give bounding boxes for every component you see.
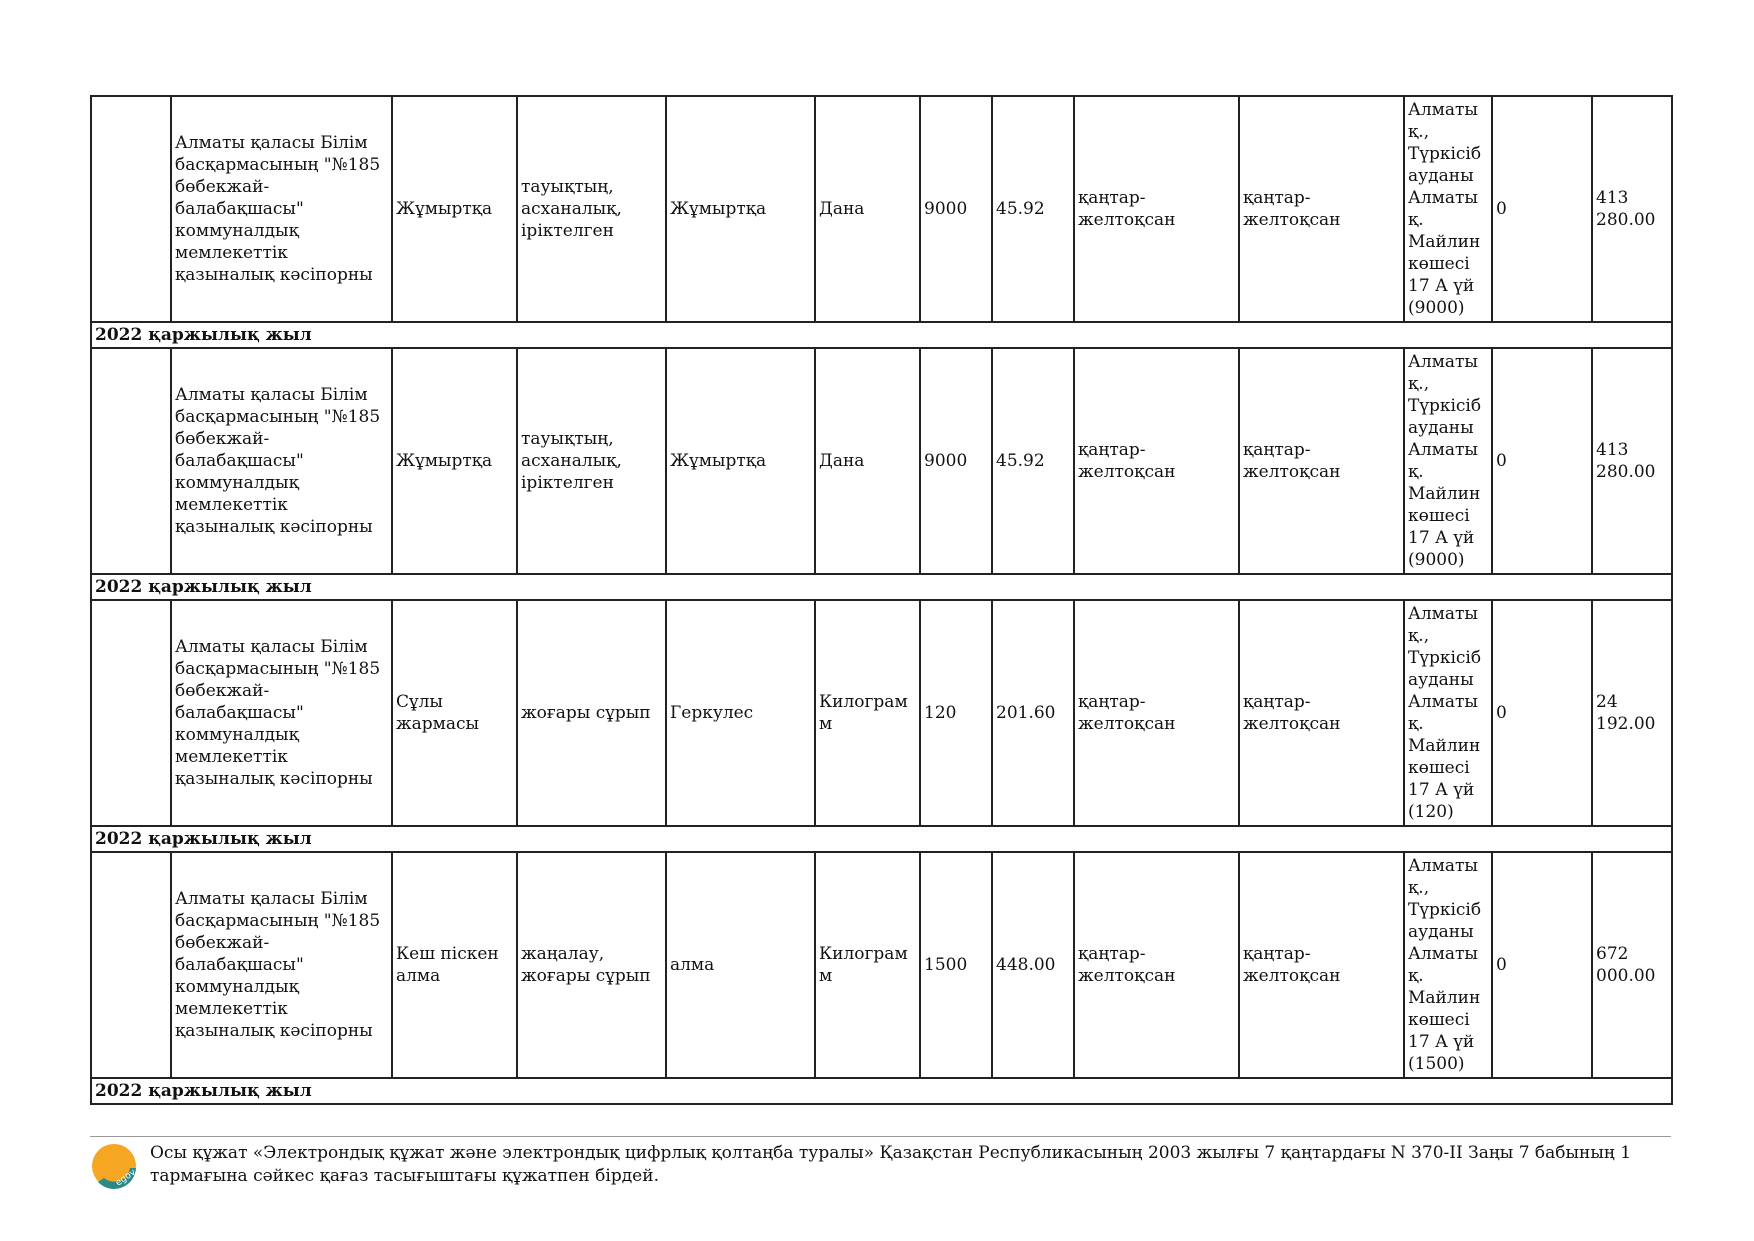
fiscal-year-row [91,1078,1672,1104]
quantity-cell: 120 [920,600,992,826]
table-row [91,96,1672,322]
footer [90,1142,1671,1194]
specification-cell: тауықтың, асханалық, іріктелген [517,348,666,574]
specification-cell: жаңалау, жоғары сұрып [517,852,666,1078]
description-cell: Жұмыртқа [666,348,815,574]
row-number-cell [91,348,171,574]
period-to-cell: қаңтар-желтоқсан [1239,852,1404,1078]
price-cell: 448.00 [992,852,1074,1078]
description-cell: Жұмыртқа [666,96,815,322]
price-cell: 201.60 [992,600,1074,826]
unit-cell: Килограмм [815,852,920,1078]
period-to-cell: қаңтар-желтоқсан [1239,348,1404,574]
delivery-place-cell: Алматы қ., Түркісіб ауданы Алматы қ. Майлин көшесі 17 А үй (9000) [1404,96,1492,322]
row-number-cell [91,600,171,826]
table-row [91,348,1672,574]
sum-cell: 24 192.00 [1592,600,1672,826]
price-cell: 45.92 [992,348,1074,574]
advance-cell: 0 [1492,96,1592,322]
table-body [91,96,1672,1104]
quantity-cell: 9000 [920,96,992,322]
item-name-cell: Сұлы жармасы [392,600,517,826]
fiscal-year-row [91,322,1672,348]
item-name-cell: Жұмыртқа [392,348,517,574]
description-cell: алма [666,852,815,1078]
item-name-cell: Жұмыртқа [392,96,517,322]
item-name-cell: Кеш піскен алма [392,852,517,1078]
row-number-cell [91,852,171,1078]
legal-notice: Осы құжат «Электрондық құжат және электрондық цифрлық қолтаңба туралы» Қазақстан Республикасының 2003 жылғы 7 қаңтардағы N 370-II Заңы 7 бабының 1 тармағына сәйкес қағаз тасығыштағы құжатпен бірдей. [150,1143,1632,1186]
period-to-cell: қаңтар-желтоқсан [1239,600,1404,826]
fiscal-year-label: 2022 қаржылық жыл [91,322,1672,348]
fiscal-year-row [91,574,1672,600]
fiscal-year-label: 2022 қаржылық жыл [91,1078,1672,1104]
description-cell: Геркулес [666,600,815,826]
unit-cell: Килограмм [815,600,920,826]
quantity-cell: 9000 [920,348,992,574]
specification-cell: жоғары сұрып [517,600,666,826]
price-cell: 45.92 [992,96,1074,322]
delivery-place-cell: Алматы қ., Түркісіб ауданы Алматы қ. Майлин көшесі 17 А үй (120) [1404,600,1492,826]
sum-cell: 672 000.00 [1592,852,1672,1078]
sum-cell: 413 280.00 [1592,348,1672,574]
delivery-place-cell: Алматы қ., Түркісіб ауданы Алматы қ. Майлин көшесі 17 А үй (9000) [1404,348,1492,574]
period-from-cell: қаңтар-желтоқсан [1074,600,1239,826]
period-from-cell: қаңтар-желтоқсан [1074,96,1239,322]
fiscal-year-label: 2022 қаржылық жыл [91,574,1672,600]
delivery-place-cell: Алматы қ., Түркісіб ауданы Алматы қ. Майлин көшесі 17 А үй (1500) [1404,852,1492,1078]
fiscal-year-row [91,826,1672,852]
quantity-cell: 1500 [920,852,992,1078]
footer-divider [90,1136,1671,1137]
unit-cell: Дана [815,96,920,322]
procurement-plan-table [90,95,1673,1105]
specification-cell: тауықтың, асханалық, іріктелген [517,96,666,322]
advance-cell: 0 [1492,600,1592,826]
sum-cell: 413 280.00 [1592,96,1672,322]
organization-cell: Алматы қаласы Білім басқармасының "№185 бөбекжай-балабақшасы" коммуналдық мемлекеттік қазыналық кәсіпорны [171,96,392,322]
organization-cell: Алматы қаласы Білім басқармасының "№185 бөбекжай-балабақшасы" коммуналдық мемлекеттік қазыналық кәсіпорны [171,600,392,826]
egov-logo-icon [90,1142,142,1194]
period-to-cell: қаңтар-желтоқсан [1239,96,1404,322]
unit-cell: Дана [815,348,920,574]
table-row [91,852,1672,1078]
organization-cell: Алматы қаласы Білім басқармасының "№185 бөбекжай-балабақшасы" коммуналдық мемлекеттік қазыналық кәсіпорны [171,852,392,1078]
row-number-cell [91,96,171,322]
advance-cell: 0 [1492,348,1592,574]
svg-text:egov: egov [113,1167,138,1189]
fiscal-year-label: 2022 қаржылық жыл [91,826,1672,852]
advance-cell: 0 [1492,852,1592,1078]
table-row [91,600,1672,826]
period-from-cell: қаңтар-желтоқсан [1074,348,1239,574]
period-from-cell: қаңтар-желтоқсан [1074,852,1239,1078]
organization-cell: Алматы қаласы Білім басқармасының "№185 бөбекжай-балабақшасы" коммуналдық мемлекеттік қазыналық кәсіпорны [171,348,392,574]
